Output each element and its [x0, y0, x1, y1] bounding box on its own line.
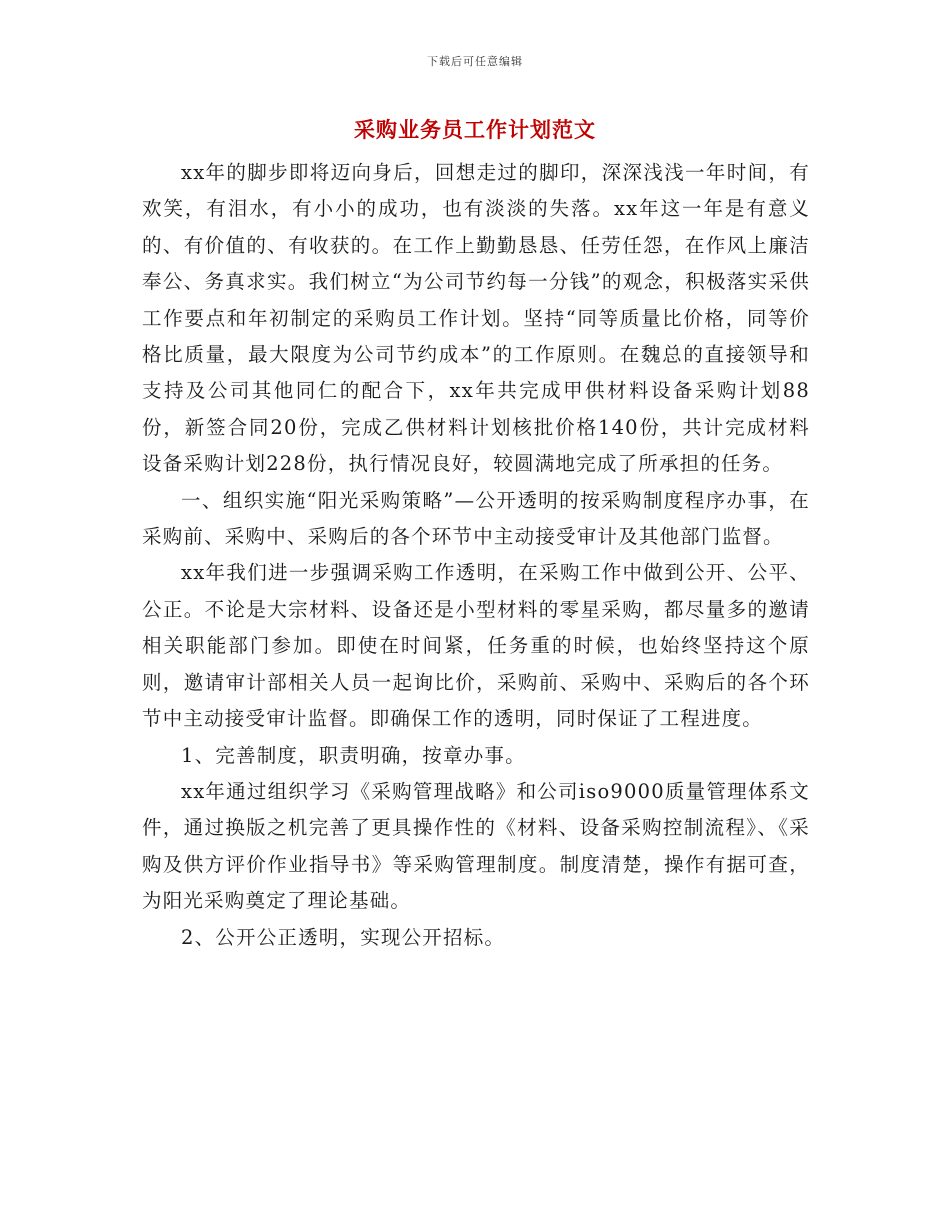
paragraph: 1、完善制度，职责明确，按章办事。 — [181, 743, 526, 767]
paragraph: 2、公开公正透明，实现公开招标。 — [181, 925, 506, 949]
paragraph: 一、组织实施“阳光采购策略”—公开透明的按采购制度程序办事，在采购前、采购中、采购后的各个环节中主动接受审计及其他部门监督。 — [142, 488, 810, 549]
paragraph: xx年的脚步即将迈向身后，回想走过的脚印，深深浅浅一年时间，有欢笑，有泪水，有小小的成功，也有淡淡的失落。xx年这一年是有意义的、有价值的、有收获的。在工作上勤勤恳恳、任劳任怨，在作风上廉洁奉公、务真求实。我们树立“为公司节约每一分钱”的观念，积极落实采供工作要点和年初制定的采购员工作计划。坚持“同等质量比价格，同等价格比质量，最大限度为公司节约成本”的工作原则。在魏总的直接领导和支持及公司其他同仁的配合下，xx年共完成甲供材料设备采购计划88份，新签合同20份，完成乙供材料计划核批价格140份，共计完成材料设备采购计划228份，执行情况良好，较圆满地完成了所承担的任务。 — [142, 161, 810, 476]
document-body — [142, 155, 810, 956]
document-title: 采购业务员工作计划范文 — [354, 117, 596, 142]
header-note: 下载后可任意编辑 — [427, 55, 523, 68]
paragraph: xx年我们进一步强调采购工作透明，在采购工作中做到公开、公平、公正。不论是大宗材料、设备还是小型材料的零星采购，都尽量多的邀请相关职能部门参加。即使在时间紧，任务重的时候，也始终坚持这个原则，邀请审计部相关人员一起询比价，采购前、采购中、采购后的各个环节中主动接受审计监督。即确保工作的透明，同时保证了工程进度。 — [142, 561, 810, 731]
paragraph: xx年通过组织学习《采购管理战略》和公司iso9000质量管理体系文件，通过换版之机完善了更具操作性的《材料、设备采购控制流程》、《采购及供方评价作业指导书》等采购管理制度。制度清楚，操作有据可查，为阳光采购奠定了理论基础。 — [142, 779, 810, 913]
